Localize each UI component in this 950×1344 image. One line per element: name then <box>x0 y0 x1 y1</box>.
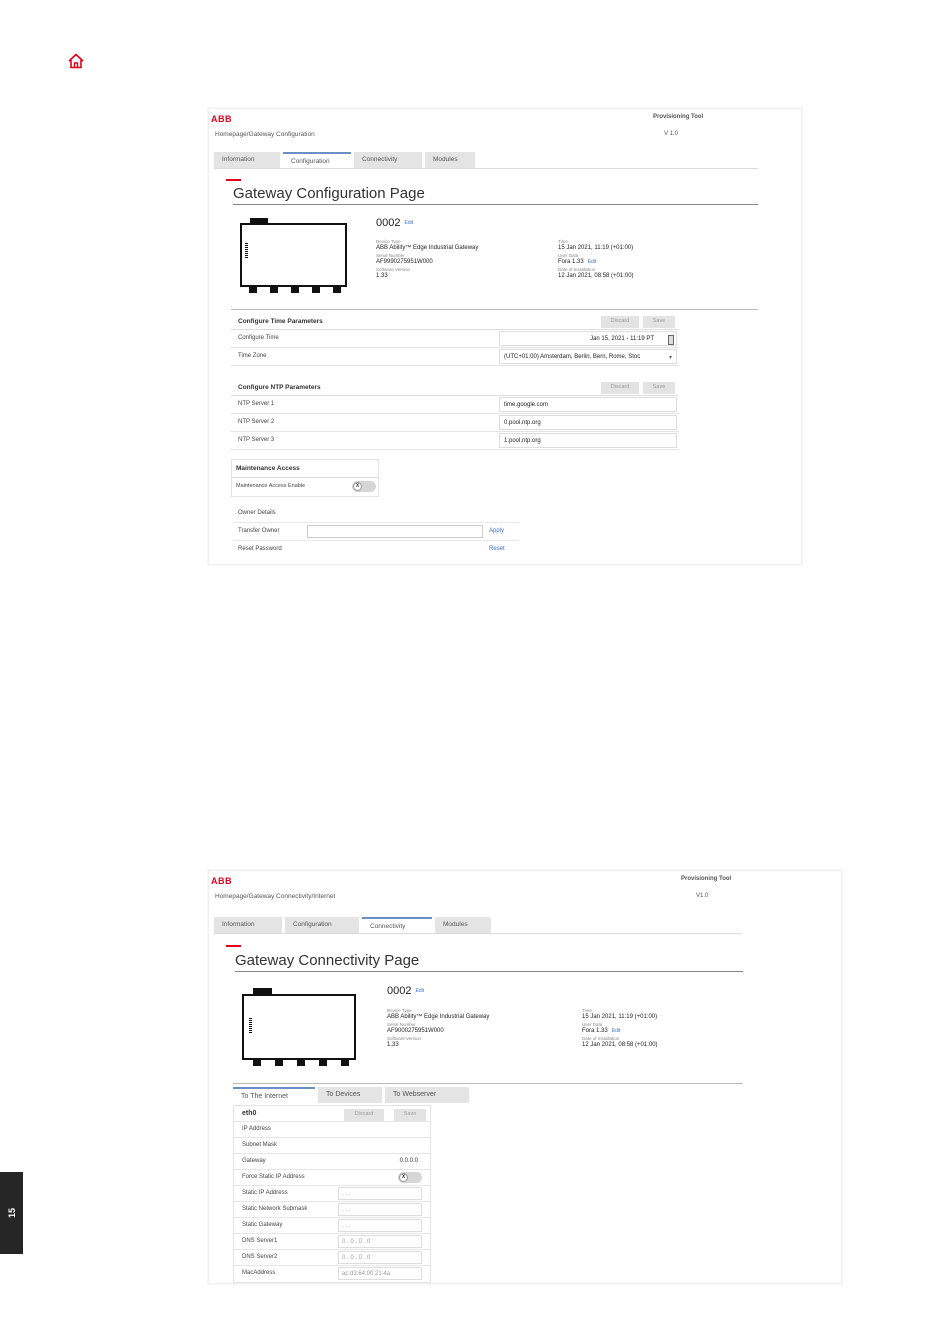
device-id <box>376 217 413 229</box>
tab-connectivity[interactable]: Connectivity <box>362 917 432 933</box>
eth0-save-button[interactable]: Save <box>394 1109 426 1121</box>
ntp-server-1-input[interactable]: time.google.com <box>499 397 677 412</box>
version-label: V 1.0 <box>664 131 679 137</box>
time-discard-button[interactable]: Discard <box>601 316 639 328</box>
page-number: 15 <box>6 1207 17 1219</box>
maintenance-header <box>232 460 378 478</box>
tabs-divider <box>214 933 742 934</box>
device-id-edit-link[interactable]: Edit <box>415 988 425 995</box>
serial-number-value: AF9990275951W000 <box>376 259 433 265</box>
toggle-x-icon: X <box>353 482 362 491</box>
tab-configuration[interactable]: Configuration <box>283 152 351 168</box>
main-tabs <box>214 917 491 933</box>
connectivity-subtabs <box>233 1087 469 1103</box>
device-type-value: ABB Ability™ Edge Industrial Gateway <box>387 1014 490 1020</box>
gateway-label: Gateway <box>242 1158 266 1164</box>
owner-details-title: Owner Details <box>238 510 276 516</box>
static-gateway-label: Static Gateway <box>242 1222 283 1228</box>
ntp-server-2-input[interactable]: 0.pool.ntp.org <box>499 415 677 430</box>
configure-time-label: Configure Time <box>238 335 279 341</box>
reset-password-row <box>233 541 519 559</box>
gateway-value: 0.0.0.0 <box>399 1158 418 1164</box>
subnet-mask-row <box>234 1138 430 1154</box>
subtab-to-webserver[interactable]: To Webserver <box>385 1087 469 1103</box>
installation-date-value: 12 Jan 2021, 08:58 (+01:00) <box>582 1042 658 1048</box>
version-label: V1.0 <box>696 893 709 899</box>
time-zone-select[interactable] <box>499 349 677 364</box>
user-data-edit-link[interactable]: Edit <box>611 1028 621 1034</box>
static-ip-row <box>234 1186 430 1202</box>
device-info-right <box>582 1008 658 1050</box>
maintenance-title: Maintenance Access <box>236 465 300 472</box>
configuration-screenshot <box>208 108 802 565</box>
title-accent <box>226 945 241 947</box>
subtab-to-devices[interactable]: To Devices <box>318 1087 382 1103</box>
ip-address-label: IP Address <box>242 1126 271 1132</box>
owner-details-panel <box>233 505 519 559</box>
user-data-text: Fora 1.33 <box>558 259 584 265</box>
static-gateway-row <box>234 1218 430 1234</box>
device-id-value: 0002 <box>387 985 412 997</box>
transfer-owner-label: Transfer Owner <box>238 528 280 534</box>
eth0-discard-button[interactable]: Discard <box>344 1109 384 1121</box>
software-version-label: Software Version <box>376 267 411 272</box>
section-rule <box>231 309 758 310</box>
device-type-label: Device Type <box>387 1008 412 1013</box>
ntp-server-2-label: NTP Server 2 <box>238 419 275 425</box>
page-number-tab <box>0 1172 23 1254</box>
software-version-label: Software Version <box>387 1036 422 1041</box>
maintenance-toggle[interactable] <box>352 481 376 492</box>
device-type-value: ABB Ability™ Edge Industrial Gateway <box>376 245 479 251</box>
page-title: Gateway Connectivity Page <box>235 952 420 969</box>
static-ip-label: Static IP Address <box>242 1190 288 1196</box>
maintenance-access-panel <box>231 459 379 497</box>
reset-link[interactable]: Reset <box>489 546 505 552</box>
title-rule <box>233 204 758 205</box>
tab-information[interactable]: Information <box>214 917 282 933</box>
time-parameters-panel <box>231 313 679 366</box>
ntp-save-button[interactable]: Save <box>643 382 675 394</box>
mac-address-label: MacAddress <box>242 1270 276 1276</box>
force-static-toggle[interactable] <box>398 1172 422 1183</box>
section-rule <box>233 1083 743 1084</box>
user-data-edit-link[interactable]: Edit <box>587 259 597 265</box>
tab-connectivity[interactable]: Connectivity <box>354 152 422 168</box>
transfer-owner-row <box>233 523 519 541</box>
force-static-row <box>234 1170 430 1186</box>
tab-information[interactable]: Information <box>214 152 280 168</box>
installation-date-value: 12 Jan 2021, 08:58 (+01:00) <box>558 273 634 279</box>
title-rule <box>235 971 743 972</box>
device-id-edit-link[interactable]: Edit <box>404 220 414 227</box>
connectivity-screenshot <box>208 870 842 1284</box>
ntp-server-2-row <box>231 414 679 432</box>
subnet-mask-label: Subnet Mask <box>242 1142 278 1148</box>
subtab-to-the-internet[interactable]: To The Internet <box>233 1087 315 1103</box>
ntp-parameters-header <box>231 379 679 396</box>
ntp-server-1-row <box>231 396 679 414</box>
owner-details-header <box>233 505 519 523</box>
installation-date-label: Date of Installation <box>582 1036 620 1041</box>
time-value: 15 Jan 2021, 11:19 (+01:00) <box>558 245 634 251</box>
device-info-right <box>558 239 634 281</box>
ip-address-row <box>234 1122 430 1138</box>
user-data-text: Fora 1.33 <box>582 1028 608 1034</box>
time-zone-value: (UTC+01:00) Amsterdam, Berlin, Bern, Rome, Stoc <box>504 354 641 360</box>
tool-name: Provisioning Tool <box>681 876 732 882</box>
ntp-parameters-panel <box>231 379 679 450</box>
time-label: Time <box>558 239 568 244</box>
ntp-server-3-input[interactable]: 1.pool.ntp.org <box>499 433 677 448</box>
time-spinner-icon[interactable] <box>668 335 674 345</box>
tabs-divider <box>214 168 758 169</box>
breadcrumb: Homepage/Gateway Connectivity/Internet <box>215 893 336 900</box>
device-info-left <box>387 1008 489 1050</box>
tool-name: Provisioning Tool <box>653 114 704 120</box>
configure-time-input[interactable] <box>499 331 677 346</box>
mac-address-input[interactable]: ac:d3:64:00:21:4a <box>338 1267 422 1280</box>
title-accent <box>226 179 241 181</box>
user-data-label: User Data <box>582 1022 603 1027</box>
device-id-value: 0002 <box>376 217 401 229</box>
device-info-left <box>376 239 478 281</box>
time-save-button[interactable]: Save <box>643 316 675 328</box>
serial-number-label: Serial Number <box>387 1022 416 1027</box>
eth0-title: eth0 <box>242 1110 257 1117</box>
ntp-parameters-title: Configure NTP Parameters <box>238 384 321 391</box>
gateway-row <box>234 1154 430 1170</box>
static-mask-input[interactable]: . . . <box>338 1203 422 1216</box>
force-static-label: Force Static IP Address <box>242 1174 305 1180</box>
ntp-server-1-label: NTP Server 1 <box>238 401 275 407</box>
main-tabs <box>214 152 475 168</box>
abb-logo: ABB <box>211 114 232 124</box>
static-gateway-input[interactable]: . . . <box>338 1219 422 1232</box>
ntp-server-3-row <box>231 432 679 450</box>
dns1-label: DNS Server1 <box>242 1238 278 1244</box>
dns2-input[interactable]: 0 . 0 . 0 . 0 <box>338 1251 422 1264</box>
tab-configuration[interactable]: Configuration <box>285 917 359 933</box>
software-version-value: 1.33 <box>387 1042 399 1048</box>
tab-modules[interactable]: Modules <box>425 152 475 168</box>
tab-modules[interactable]: Modules <box>435 917 491 933</box>
mac-address-row <box>234 1266 430 1282</box>
abb-logo: ABB <box>211 876 232 886</box>
user-data-value <box>582 1027 658 1036</box>
static-mask-label: Static Network Submask <box>242 1206 308 1212</box>
apply-link[interactable]: Apply <box>489 528 505 534</box>
maintenance-enable-label: Maintenance Access Enable <box>236 483 306 489</box>
software-version-value: 1.33 <box>376 273 388 279</box>
page-title: Gateway Configuration Page <box>233 185 425 202</box>
ntp-server-3-label: NTP Server 3 <box>238 437 275 443</box>
home-icon[interactable] <box>67 52 85 70</box>
time-value: 15 Jan 2021, 11:19 (+01:00) <box>582 1014 658 1020</box>
serial-number-value: AF9000275951W000 <box>387 1028 444 1034</box>
time-label: Time <box>582 1008 592 1013</box>
maintenance-row <box>232 478 378 496</box>
toggle-x-icon: X <box>399 1173 408 1182</box>
static-mask-row <box>234 1202 430 1218</box>
dns1-input[interactable]: 0 . 0 . 0 . 0 <box>338 1235 422 1248</box>
device-type-label: Device Type <box>376 239 401 244</box>
transfer-owner-input[interactable] <box>307 525 483 538</box>
chevron-down-icon: ▾ <box>668 355 672 361</box>
user-data-value <box>558 258 634 267</box>
serial-number-label: Serial Number <box>376 253 405 258</box>
configure-time-row <box>231 330 679 348</box>
eth0-panel <box>233 1105 431 1283</box>
ntp-discard-button[interactable]: Discard <box>601 382 639 394</box>
dns2-label: DNS Server2 <box>242 1254 278 1260</box>
time-parameters-header <box>231 313 679 330</box>
user-data-label: User Data <box>558 253 579 258</box>
device-id <box>387 985 424 997</box>
installation-date-label: Date of Installation <box>558 267 596 272</box>
time-zone-label: Time Zone <box>238 353 267 359</box>
eth0-header <box>234 1106 430 1122</box>
dns1-row <box>234 1234 430 1250</box>
breadcrumb: Homepage/Gateway Configuration <box>215 131 315 138</box>
reset-password-label: Reset Password <box>238 546 282 552</box>
static-ip-input[interactable]: . . . <box>338 1187 422 1200</box>
configure-time-value: Jan 15, 2021 - 11:19 PT <box>590 336 654 342</box>
dns2-row <box>234 1250 430 1266</box>
time-zone-row <box>231 348 679 366</box>
time-parameters-title: Configure Time Parameters <box>238 318 323 325</box>
